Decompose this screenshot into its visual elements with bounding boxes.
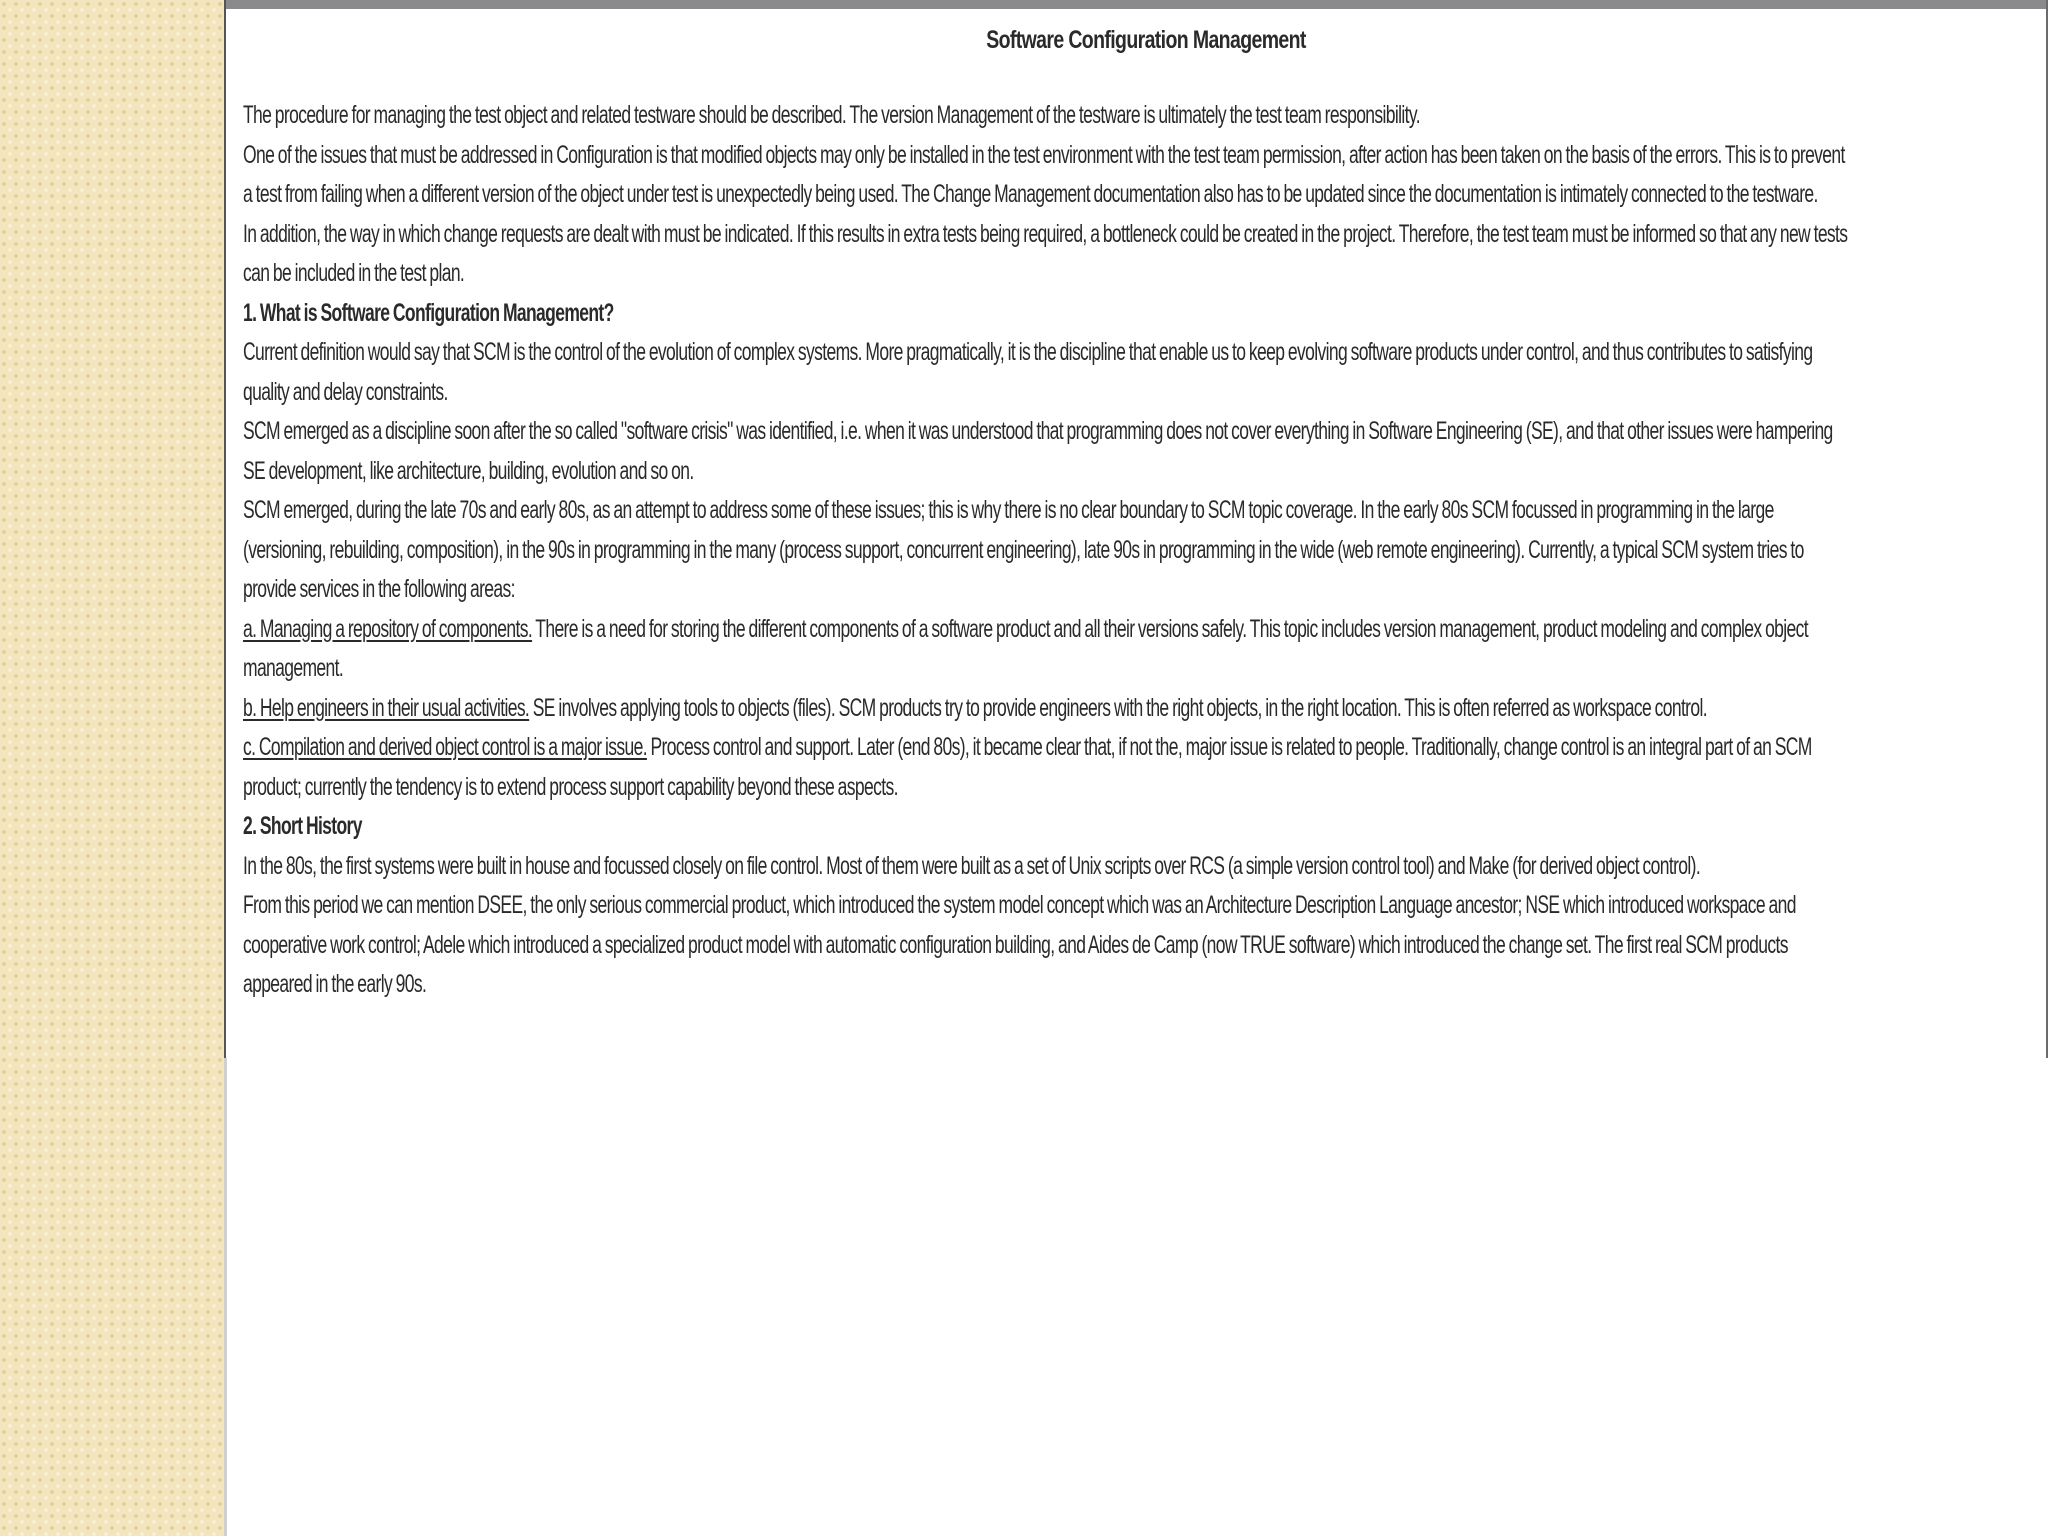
section-1-paragraph-3: SCM emerged, during the late 70s and early 80s, as an attempt to address some of these issues; this is why there is no clear boundary to SCM topic coverage. In the early 80s SCM focussed in programming in the large (versioning, rebuilding, composition), in the 90s in programming in the many (process support, concurrent engineering), late 90s in programming in the wide (web remote engineering). Currently, a typical SCM system tries to provide services in the following areas: (243, 496, 1804, 603)
document-top-bar (226, 0, 2048, 9)
section-1-paragraph-1: Current definition would say that SCM is the control of the evolution of complex systems. More pragmatically, it is the discipline that enable us to keep evolving software products under control, and thus contributes to satisfying quality and delay constraints. (243, 338, 1813, 406)
blank-slide-area (227, 1058, 2048, 1536)
section-2-paragraph-1: In the 80s, the first systems were built in house and focussed closely on file control. Most of them were built as a set of Unix scripts over RCS (a simple version control tool) and Make (for derived object control). (243, 851, 1701, 880)
intro-paragraph-2: One of the issues that must be addressed in Configuration is that modified objects may only be installed in the test environment with the test team permission, after action has been taken on the basis of the errors. This is to prevent a test from failing when a different version of the object under test is unexpectedly being used. The Change Management documentation also has to be updated since the documentation is intimately connected to the testware. (243, 140, 1845, 208)
intro-paragraph-3: In addition, the way in which change requests are dealt with must be indicated. If this results in extra tests being required, a bottleneck could be created in the project. Therefore, the test team must be informed so that any new tests can be included in the test plan. (243, 219, 1848, 287)
document-content (243, 22, 2048, 1005)
service-area-text-c: Process control and support. Later (end 80s), it became clear that, if not the, major issue is related to people. Traditionally, change control is an integral part of an SCM product; currently the tendency is to extend process support capability beyond these aspects. (243, 733, 1812, 801)
decorative-side-panel (0, 0, 224, 1536)
document-body (243, 96, 1857, 1005)
service-area-item-a (243, 610, 1857, 689)
service-area-item-b (243, 689, 1857, 729)
service-area-text-b: SE involves applying tools to objects (files). SCM products try to provide engineers with the right objects, in the right location. This is often referred as workspace control. (529, 693, 1707, 722)
service-area-label-c: c. Compilation and derived object control is a major issue. (243, 733, 647, 761)
document-image (224, 0, 2048, 1058)
intro-paragraph-1: The procedure for managing the test object and related testware should be described. The version Management of the testware is ultimately the test team responsibility. (243, 101, 1420, 129)
service-area-label-b: b. Help engineers in their usual activities. (243, 693, 530, 722)
service-area-item-c (243, 728, 1857, 807)
section-1-paragraph-2: SCM emerged as a discipline soon after the so called "software crisis" was identified, i.e. when it was understood that programming does not cover everything in Software Engineering (SE), and that other issues were hampering SE development, like architecture, building, evolution and so on. (243, 417, 1833, 485)
service-area-text-a: There is a need for storing the different components of a software product and all their versions safely. This topic includes version management, product modeling and complex object management. (243, 614, 1808, 682)
service-area-label-a: a. Managing a repository of components. (243, 614, 533, 643)
section-2-heading: 2. Short History (243, 812, 362, 840)
section-2-paragraph-2: From this period we can mention DSEE, the only serious commercial product, which introduced the system model concept which was an Architecture Description Language ancestor; NSE which introduced workspace and cooperative work control; Adele which introduced a specialized product model with automatic configuration building, and Aides de Camp (now TRUE software) which introduced the change set. The first real SCM products appeared in the early 90s. (243, 891, 1796, 998)
section-1-heading: 1. What is Software Configuration Management? (243, 298, 614, 327)
document-title: Software Configuration Management (986, 26, 1306, 54)
